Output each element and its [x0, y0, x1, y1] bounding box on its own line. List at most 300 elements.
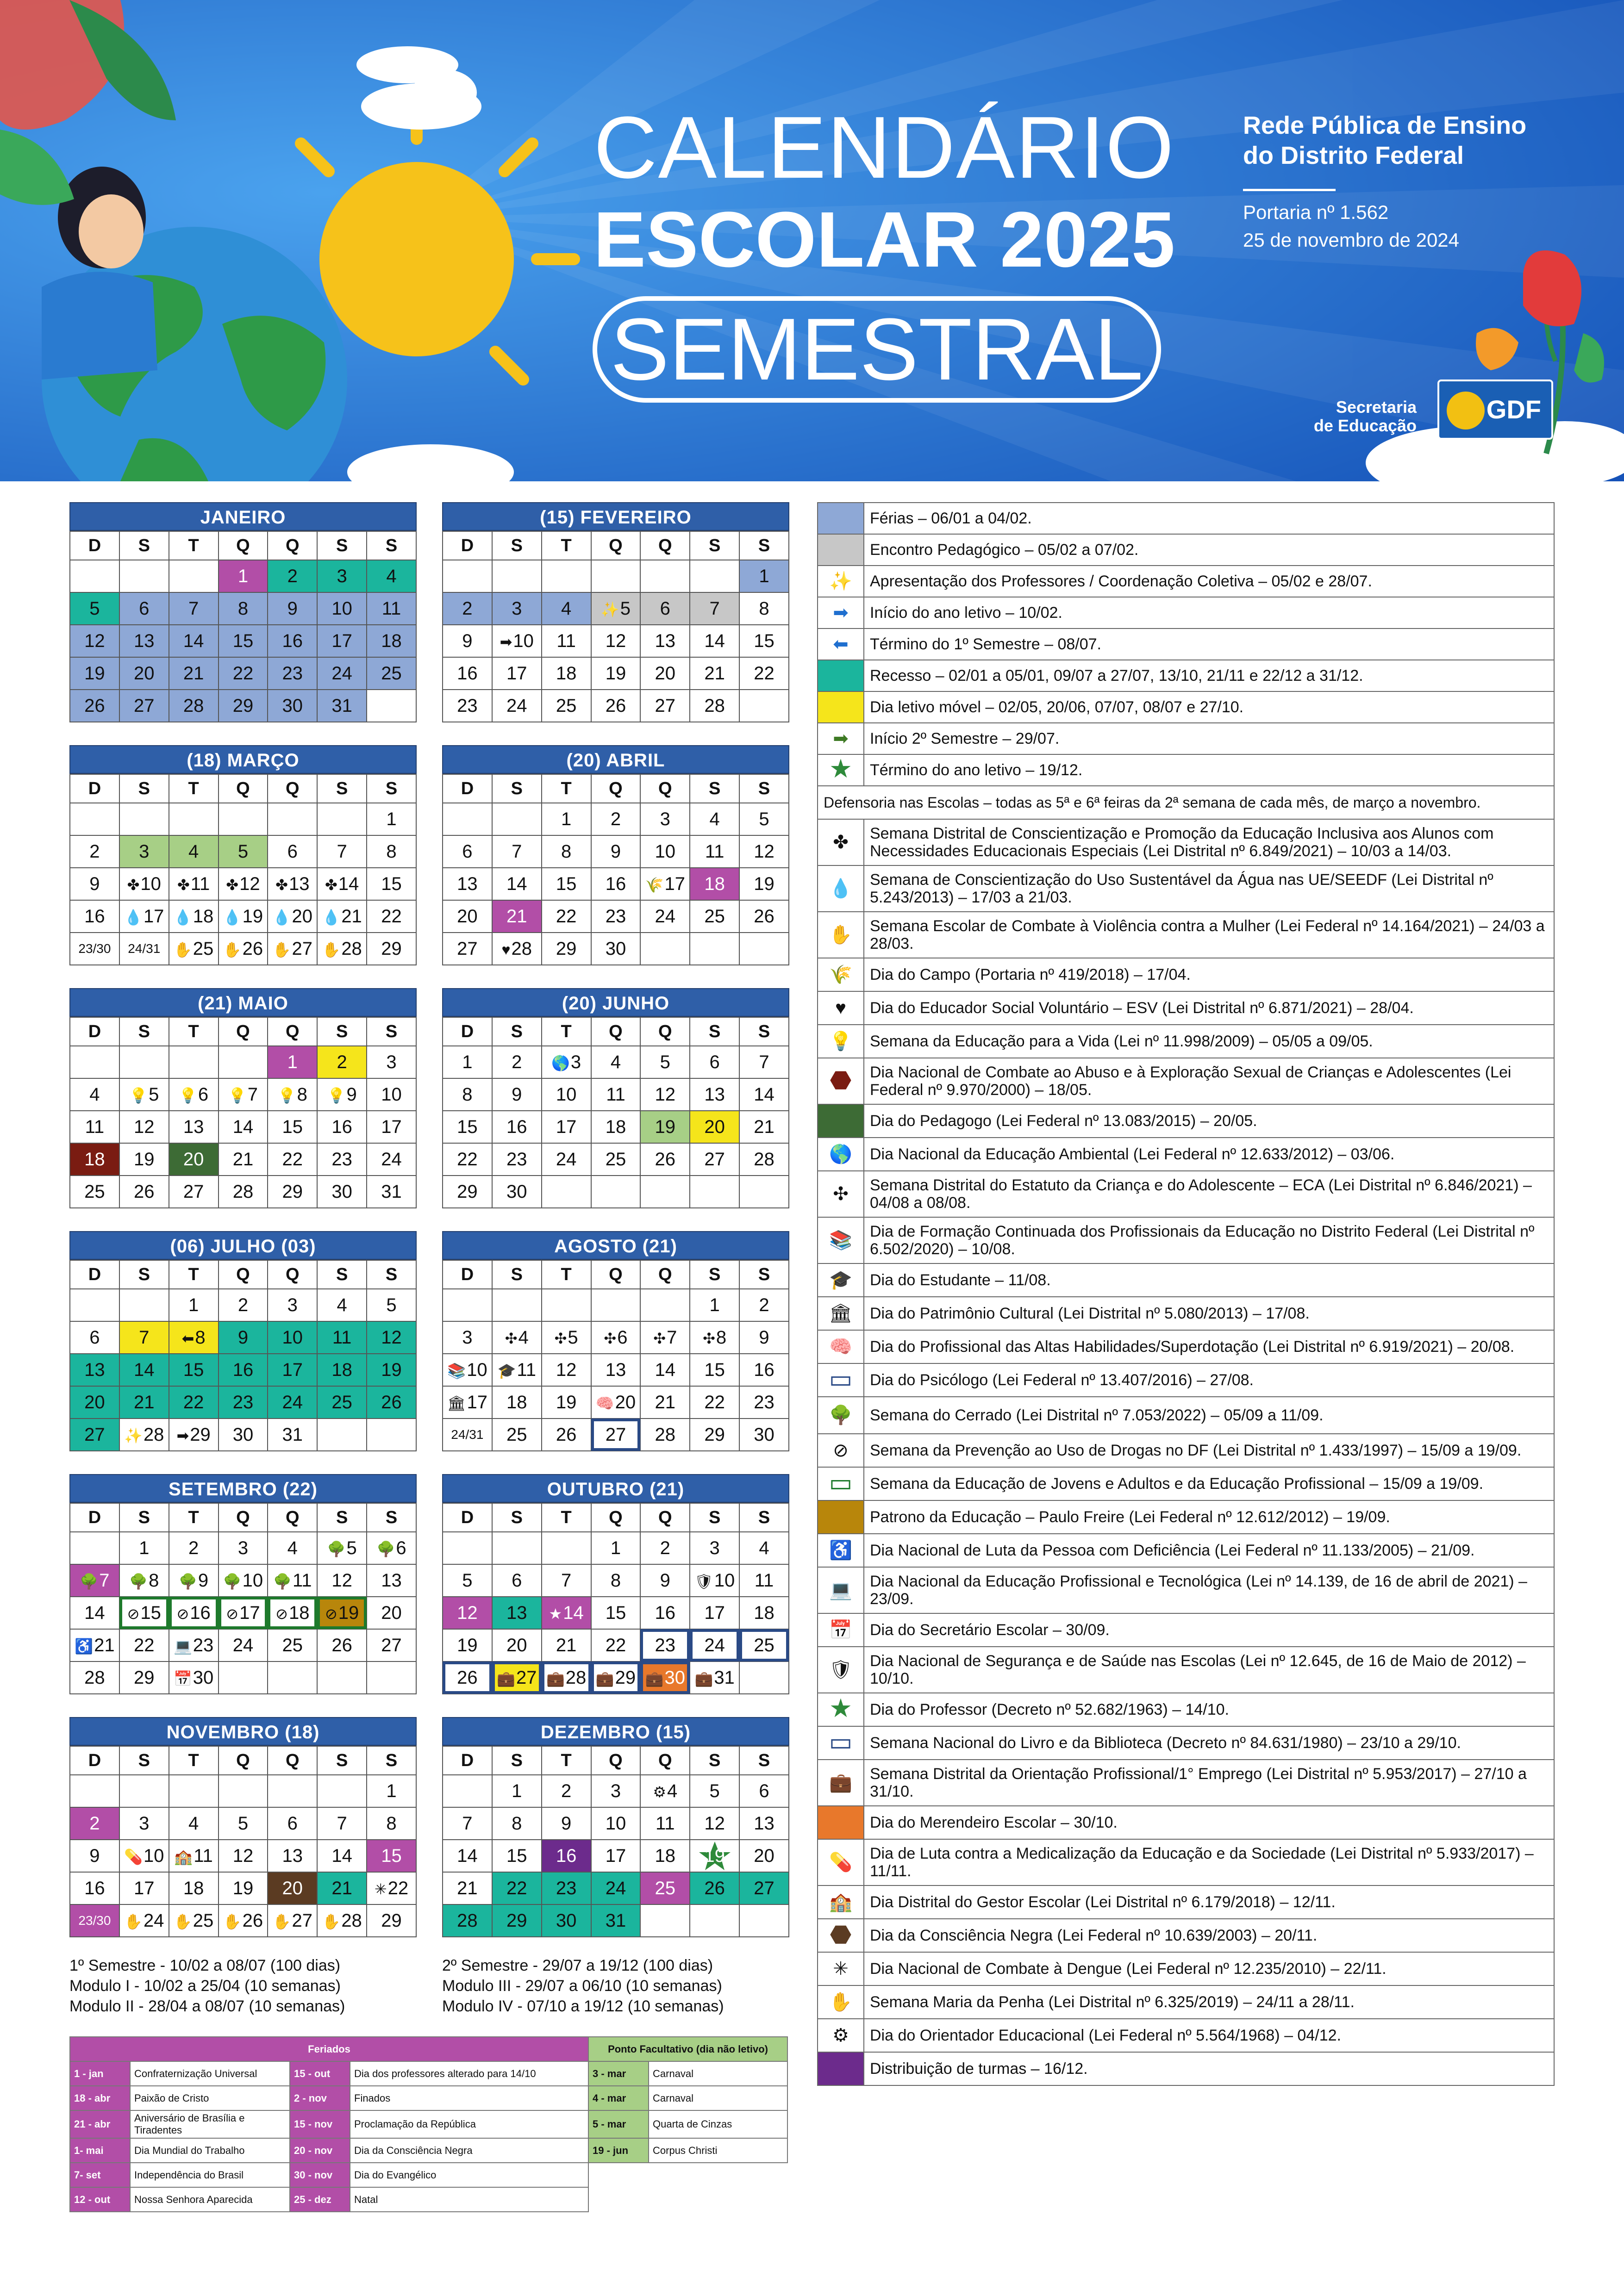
day-cell: 16	[492, 1111, 542, 1143]
day-cell: 1	[367, 803, 416, 835]
legend-icon: ✣	[833, 1184, 849, 1204]
legend-swatch	[818, 1806, 864, 1839]
day-cell: 6	[268, 835, 317, 868]
day-number: 4	[518, 1327, 529, 1348]
day-cell: 15	[591, 1597, 641, 1629]
day-cell: 20	[169, 1143, 219, 1176]
lightbulb-icon: 💡	[327, 1087, 346, 1104]
day-cell: 14	[690, 625, 739, 657]
day-cell: 23	[492, 1143, 542, 1176]
day-cell: 1	[690, 1289, 739, 1321]
day-cell	[317, 803, 367, 835]
hand-icon: ✋	[322, 1913, 341, 1930]
day-cell: 18	[317, 1354, 367, 1386]
day-cell: 11	[690, 835, 739, 868]
day-cell: 1	[492, 1775, 542, 1807]
weekday-header: T	[169, 1017, 219, 1046]
weekday-header: S	[492, 1503, 542, 1532]
day-cell	[169, 868, 219, 900]
day-cell: 13	[640, 625, 690, 657]
legend-text: Dia do Estudante – 11/08.	[864, 1263, 1554, 1297]
day-cell	[70, 1532, 119, 1564]
day-cell: 13	[367, 1564, 416, 1597]
pinwheel-icon: ✣	[703, 1330, 715, 1347]
legend-icon: 💡	[829, 1031, 852, 1052]
weekday-header: Q	[591, 1503, 641, 1532]
day-cell: 5	[739, 803, 789, 835]
day-number: 5	[346, 1537, 357, 1558]
weekday-header: Q	[219, 774, 268, 803]
weekday-header: T	[542, 774, 591, 803]
day-cell: 8	[739, 592, 789, 625]
day-cell: 9	[640, 1564, 690, 1597]
day-cell: 8	[492, 1807, 542, 1840]
month-3	[442, 745, 789, 965]
day-cell: 19	[542, 1386, 591, 1419]
day-number: 12	[239, 873, 260, 894]
day-cell: 9	[219, 1321, 268, 1354]
legend-swatch	[818, 1693, 864, 1726]
weekday-header: T	[169, 1746, 219, 1775]
month-10	[69, 1717, 417, 1937]
day-cell: 9	[70, 868, 119, 900]
weekday-header: S	[492, 1746, 542, 1775]
month-0	[69, 502, 417, 722]
day-cell: 27	[70, 1419, 119, 1451]
day-cell: 24	[317, 657, 367, 690]
day-cell: 19	[219, 1872, 268, 1904]
day-cell: 21	[739, 1111, 789, 1143]
day-cell: 7	[690, 592, 739, 625]
day-cell: 3	[219, 1532, 268, 1564]
weekday-header: S	[690, 1503, 739, 1532]
day-cell: 23	[542, 1872, 591, 1904]
day-cell: 7	[317, 1807, 367, 1840]
weekday-header: S	[739, 1017, 789, 1046]
day-cell	[690, 1564, 739, 1597]
legend-swatch	[818, 1297, 864, 1330]
legend-icon: ✳	[833, 1959, 849, 1979]
day-cell: 16	[443, 657, 492, 690]
day-cell	[640, 1289, 690, 1321]
day-cell	[219, 900, 268, 933]
day-cell: 11	[591, 1078, 641, 1111]
day-cell	[690, 1176, 739, 1208]
day-cell: 29	[367, 933, 416, 965]
day-cell: 16	[317, 1111, 367, 1143]
weekday-header: S	[317, 774, 367, 803]
weekday-header: S	[492, 531, 542, 560]
day-cell: 7	[317, 835, 367, 868]
legend-icon: ⚙	[832, 2025, 849, 2046]
day-cell: 5	[219, 1807, 268, 1840]
water-drop-icon: 💧	[173, 908, 192, 926]
legend-swatch	[818, 691, 864, 723]
day-cell: 2	[70, 1807, 119, 1840]
day-number: 9	[198, 1570, 209, 1591]
day-cell	[591, 1661, 641, 1694]
weekday-header: S	[739, 774, 789, 803]
day-number: 9	[346, 1084, 357, 1105]
day-cell	[443, 1386, 492, 1419]
weekday-header: S	[739, 1260, 789, 1289]
pinwheel-icon: ✣	[653, 1330, 666, 1347]
weekday-header: Q	[640, 1260, 690, 1289]
day-cell: 26	[690, 1872, 739, 1904]
weekday-header: D	[70, 1260, 119, 1289]
legend-swatch	[818, 958, 864, 991]
day-cell: 21	[492, 900, 542, 933]
day-number: 8	[195, 1327, 206, 1348]
briefcase-icon: 💼	[645, 1670, 664, 1687]
legend-text: Dia de Formação Continuada dos Profissionais da Educação no Distrito Federal (Lei Distrital nº 6.502/2020) – 10/08.	[864, 1217, 1554, 1263]
lightbulb-icon: 💡	[228, 1087, 247, 1104]
weekday-header: D	[443, 1503, 492, 1532]
day-cell: 22	[443, 1143, 492, 1176]
legend-swatch	[818, 1839, 864, 1885]
day-cell	[640, 1904, 690, 1937]
weekday-header: T	[169, 1260, 219, 1289]
month-title: (20) ABRIL	[442, 745, 789, 774]
portaria-date: 25 de novembro de 2024	[1243, 229, 1460, 251]
day-cell: 9	[591, 835, 641, 868]
day-cell: 7	[169, 592, 219, 625]
day-cell: 10	[367, 1078, 416, 1111]
weekday-header: T	[542, 1260, 591, 1289]
day-cell: 1	[169, 1289, 219, 1321]
day-cell	[70, 1775, 119, 1807]
day-cell: 3	[119, 835, 169, 868]
day-cell	[268, 900, 317, 933]
day-cell: 11	[70, 1111, 119, 1143]
pinwheel-icon: ✣	[604, 1330, 617, 1347]
legend-text: Dia Nacional de Segurança e de Saúde nas Escolas (Lei nº 12.645, de 16 de Maio de 2012) – 10/10.	[864, 1647, 1554, 1693]
hand-icon: ✋	[173, 941, 192, 958]
day-cell: 24	[640, 900, 690, 933]
weekday-header: Q	[268, 531, 317, 560]
day-cell	[268, 1078, 317, 1111]
weekday-header: S	[690, 774, 739, 803]
day-cell: 25	[640, 1872, 690, 1904]
day-cell: 6	[739, 1775, 789, 1807]
day-cell: 20	[443, 900, 492, 933]
day-number: 24	[143, 1910, 164, 1931]
day-number: 11	[190, 873, 210, 894]
day-cell	[367, 1532, 416, 1564]
weekday-header: Q	[219, 1503, 268, 1532]
day-cell	[492, 933, 542, 965]
day-number: 14	[563, 1602, 584, 1623]
legend-text: Semana Maria da Penha (Lei Distrital nº 6.325/2019) – 24/11 a 28/11.	[864, 1985, 1554, 2019]
day-cell: 28	[443, 1904, 492, 1937]
day-cell	[119, 1419, 169, 1451]
day-cell: 30	[739, 1419, 789, 1451]
day-cell	[268, 1597, 317, 1629]
day-cell	[119, 1289, 169, 1321]
holiday-date	[588, 2187, 649, 2212]
holiday-date: 3 - mar	[588, 2061, 649, 2086]
weekday-header: T	[542, 531, 591, 560]
day-cell: 9	[739, 1321, 789, 1354]
day-cell: 27	[739, 1872, 789, 1904]
day-cell	[268, 933, 317, 965]
weekday-header: D	[70, 774, 119, 803]
legend-text: Dia do Psicólogo (Lei Federal nº 13.407/2016) – 27/08.	[864, 1363, 1554, 1397]
day-cell: 12	[367, 1321, 416, 1354]
day-cell: 26	[119, 1176, 169, 1208]
water-drop-icon: 💧	[223, 908, 242, 926]
day-cell: 21	[119, 1386, 169, 1419]
day-number: 11	[292, 1570, 312, 1591]
day-cell: 30	[542, 1904, 591, 1937]
day-number: 28	[565, 1667, 587, 1688]
day-cell: 30	[591, 933, 641, 965]
day-cell: 2	[443, 592, 492, 625]
day-cell: 26	[591, 690, 641, 722]
day-cell	[219, 933, 268, 965]
day-cell: 2	[492, 1046, 542, 1078]
weekday-header: S	[317, 1503, 367, 1532]
day-cell	[219, 1661, 268, 1694]
legend-text: Dia Nacional de Combate ao Abuso e à Exploração Sexual de Crianças e Adolescentes (Lei Federal nº 9.970/2000) – 18/05.	[864, 1058, 1554, 1104]
day-cell: 16	[739, 1354, 789, 1386]
day-cell: 1	[542, 803, 591, 835]
day-cell: 26	[739, 900, 789, 933]
day-number: 18	[288, 1602, 310, 1623]
day-number: 22	[387, 1878, 409, 1898]
day-cell: 25	[367, 657, 416, 690]
month-11	[442, 1717, 789, 1937]
calendar-icon: 📅	[173, 1670, 192, 1687]
month-1	[442, 502, 789, 722]
day-cell: 8	[591, 1564, 641, 1597]
day-cell	[119, 1840, 169, 1872]
day-cell	[492, 1354, 542, 1386]
holiday-name: Dia da Consciência Negra	[350, 2138, 588, 2163]
weekday-header: S	[119, 1017, 169, 1046]
day-cell: 25	[317, 1386, 367, 1419]
day-cell	[268, 1564, 317, 1597]
legend-text: Dia letivo móvel – 02/05, 20/06, 07/07, 08/07 e 27/10.	[864, 691, 1554, 723]
legend-swatch	[818, 1104, 864, 1138]
legend-icon: ⬅	[833, 634, 849, 654]
day-cell: 10	[640, 835, 690, 868]
holiday-date: 19 - jun	[588, 2138, 649, 2163]
weekday-header: Q	[591, 1017, 641, 1046]
day-number: 5	[568, 1327, 578, 1348]
day-cell	[542, 1597, 591, 1629]
legend-icon: ➡	[833, 603, 849, 623]
laptop-icon: 💻	[173, 1637, 192, 1655]
day-cell	[119, 1046, 169, 1078]
legend-icon: 🌾	[829, 964, 852, 985]
day-cell	[739, 1176, 789, 1208]
day-cell: 5	[70, 592, 119, 625]
day-cell	[219, 803, 268, 835]
holiday-name: Aniversário de Brasília e Tiradentes	[130, 2110, 290, 2138]
day-cell: 1	[268, 1046, 317, 1078]
day-cell: 3	[591, 1775, 641, 1807]
day-cell: 28	[219, 1176, 268, 1208]
day-cell: 22	[492, 1872, 542, 1904]
day-cell	[640, 868, 690, 900]
arrow-left-icon: ⬅	[181, 1330, 194, 1347]
day-cell: 14	[169, 625, 219, 657]
semester2-info	[442, 1955, 724, 2016]
heart-icon: ♥	[501, 941, 511, 958]
holiday-name	[649, 2187, 787, 2212]
holiday-date: 2 - nov	[290, 2086, 350, 2110]
day-cell: 22	[367, 900, 416, 933]
legend-icon: ⬣	[830, 1920, 852, 1948]
day-cell	[443, 803, 492, 835]
day-cell: 3	[443, 1321, 492, 1354]
legend-icon: ♥	[835, 998, 846, 1018]
day-cell	[640, 1321, 690, 1354]
day-cell: 21	[443, 1872, 492, 1904]
day-cell: 28	[169, 690, 219, 722]
weekday-header: S	[119, 1503, 169, 1532]
day-cell: 4	[367, 560, 416, 592]
day-number: 10	[714, 1570, 735, 1591]
day-cell: 14	[219, 1111, 268, 1143]
hand-icon: ✋	[173, 1913, 192, 1930]
day-cell: 14	[119, 1354, 169, 1386]
holiday-name: Proclamação da República	[350, 2110, 588, 2138]
day-cell: 11	[739, 1564, 789, 1597]
day-number: 10	[242, 1570, 263, 1591]
school-icon: 🏫	[174, 1848, 193, 1865]
day-cell: 27	[640, 690, 690, 722]
day-number: 11	[194, 1845, 213, 1866]
day-cell: 17	[542, 1111, 591, 1143]
legend-icon: ▭	[829, 1468, 853, 1497]
day-cell: 16	[268, 625, 317, 657]
day-cell: 19	[739, 868, 789, 900]
day-number: 10	[143, 1845, 164, 1866]
day-cell	[169, 1321, 219, 1354]
day-cell: 17	[690, 1597, 739, 1629]
legend-swatch	[818, 2052, 864, 2085]
weekday-header: Q	[268, 774, 317, 803]
day-cell	[169, 803, 219, 835]
day-number: 7	[247, 1084, 258, 1105]
semester2-line3: Modulo IV - 07/10 a 19/12 (10 semanas)	[442, 1997, 724, 2015]
legend-text: Semana da Prevenção ao Uso de Drogas no DF (Lei Distrital nº 1.433/1997) – 15/09 a 19/09.	[864, 1434, 1554, 1467]
day-number: 20	[615, 1392, 636, 1412]
legend-text: Patrono da Educação – Paulo Freire (Lei Federal nº 12.612/2012) – 19/09.	[864, 1500, 1554, 1534]
month-title: AGOSTO (21)	[442, 1231, 789, 1260]
day-cell	[219, 1775, 268, 1807]
semester1-info	[69, 1955, 345, 2016]
tree-icon: 🌳	[223, 1573, 242, 1590]
day-cell: 4	[690, 803, 739, 835]
day-cell: 2	[169, 1532, 219, 1564]
legend-swatch	[818, 1985, 864, 2019]
weekday-header: T	[542, 1503, 591, 1532]
day-cell: 21	[219, 1143, 268, 1176]
day-cell: 13	[70, 1354, 119, 1386]
day-number: 14	[338, 873, 359, 894]
day-cell	[119, 560, 169, 592]
day-number: 28	[341, 1910, 362, 1931]
tree-icon: 🌳	[273, 1573, 292, 1590]
weekday-header: D	[443, 1017, 492, 1046]
day-cell: 12	[317, 1564, 367, 1597]
day-cell: 2	[640, 1532, 690, 1564]
day-cell: 11	[640, 1807, 690, 1840]
day-cell	[268, 868, 317, 900]
day-cell: 29	[119, 1661, 169, 1694]
day-cell: 3	[268, 1289, 317, 1321]
day-cell	[169, 1661, 219, 1694]
day-cell: 29	[492, 1904, 542, 1937]
day-number: 21	[341, 906, 362, 927]
day-cell: 18	[542, 657, 591, 690]
day-cell: 12	[591, 625, 641, 657]
holiday-name: Dia dos professores alterado para 14/10	[350, 2061, 588, 2086]
weekday-header: S	[367, 1017, 416, 1046]
legend-swatch	[818, 2019, 864, 2052]
globe-icon: 🌎	[551, 1054, 570, 1071]
day-cell: 2	[739, 1289, 789, 1321]
briefcase-icon: 💼	[497, 1670, 515, 1687]
month-8	[69, 1474, 417, 1694]
weekday-header: S	[119, 1260, 169, 1289]
day-cell	[268, 1775, 317, 1807]
day-cell: 22	[542, 900, 591, 933]
day-cell	[169, 1840, 219, 1872]
day-number: 28	[511, 938, 532, 959]
gdf-logo	[1437, 380, 1553, 440]
mosquito-icon: ✳	[374, 1880, 387, 1898]
legend-text: Férias – 06/01 a 04/02.	[864, 503, 1554, 534]
day-cell	[169, 1419, 219, 1451]
day-cell: 22	[169, 1386, 219, 1419]
day-number: 29	[190, 1424, 211, 1445]
legend-swatch	[818, 1885, 864, 1919]
legend-swatch	[818, 1647, 864, 1693]
legend-icon: 🏛	[829, 1303, 853, 1324]
month-title: (21) MAIO	[69, 988, 417, 1017]
day-cell: 31	[268, 1419, 317, 1451]
weekday-header: Q	[219, 531, 268, 560]
legend-swatch	[818, 1467, 864, 1500]
legend-text: Defensoria nas Escolas – todas as 5ª e 6ª feiras da 2ª semana de cada mês, de março a novembro.	[818, 786, 1554, 819]
day-cell: 7	[119, 1321, 169, 1354]
day-cell: 20	[70, 1386, 119, 1419]
legend-swatch	[818, 754, 864, 786]
day-cell: 5	[367, 1289, 416, 1321]
day-cell: 5	[219, 835, 268, 868]
water-drop-icon: 💧	[124, 908, 143, 926]
day-cell: 4	[169, 835, 219, 868]
day-cell	[542, 1532, 591, 1564]
weekday-header: S	[739, 1746, 789, 1775]
day-cell: 8	[542, 835, 591, 868]
day-number: 15	[140, 1602, 161, 1623]
day-cell: 7	[542, 1564, 591, 1597]
brain-icon: 🧠	[595, 1394, 614, 1412]
day-cell: 9	[492, 1078, 542, 1111]
day-cell	[640, 1661, 690, 1694]
day-cell: 10	[268, 1321, 317, 1354]
weekday-header: D	[70, 1017, 119, 1046]
day-cell	[591, 560, 641, 592]
day-cell: 29	[542, 933, 591, 965]
day-cell: 22	[591, 1629, 641, 1661]
month-title: DEZEMBRO (15)	[442, 1717, 789, 1746]
